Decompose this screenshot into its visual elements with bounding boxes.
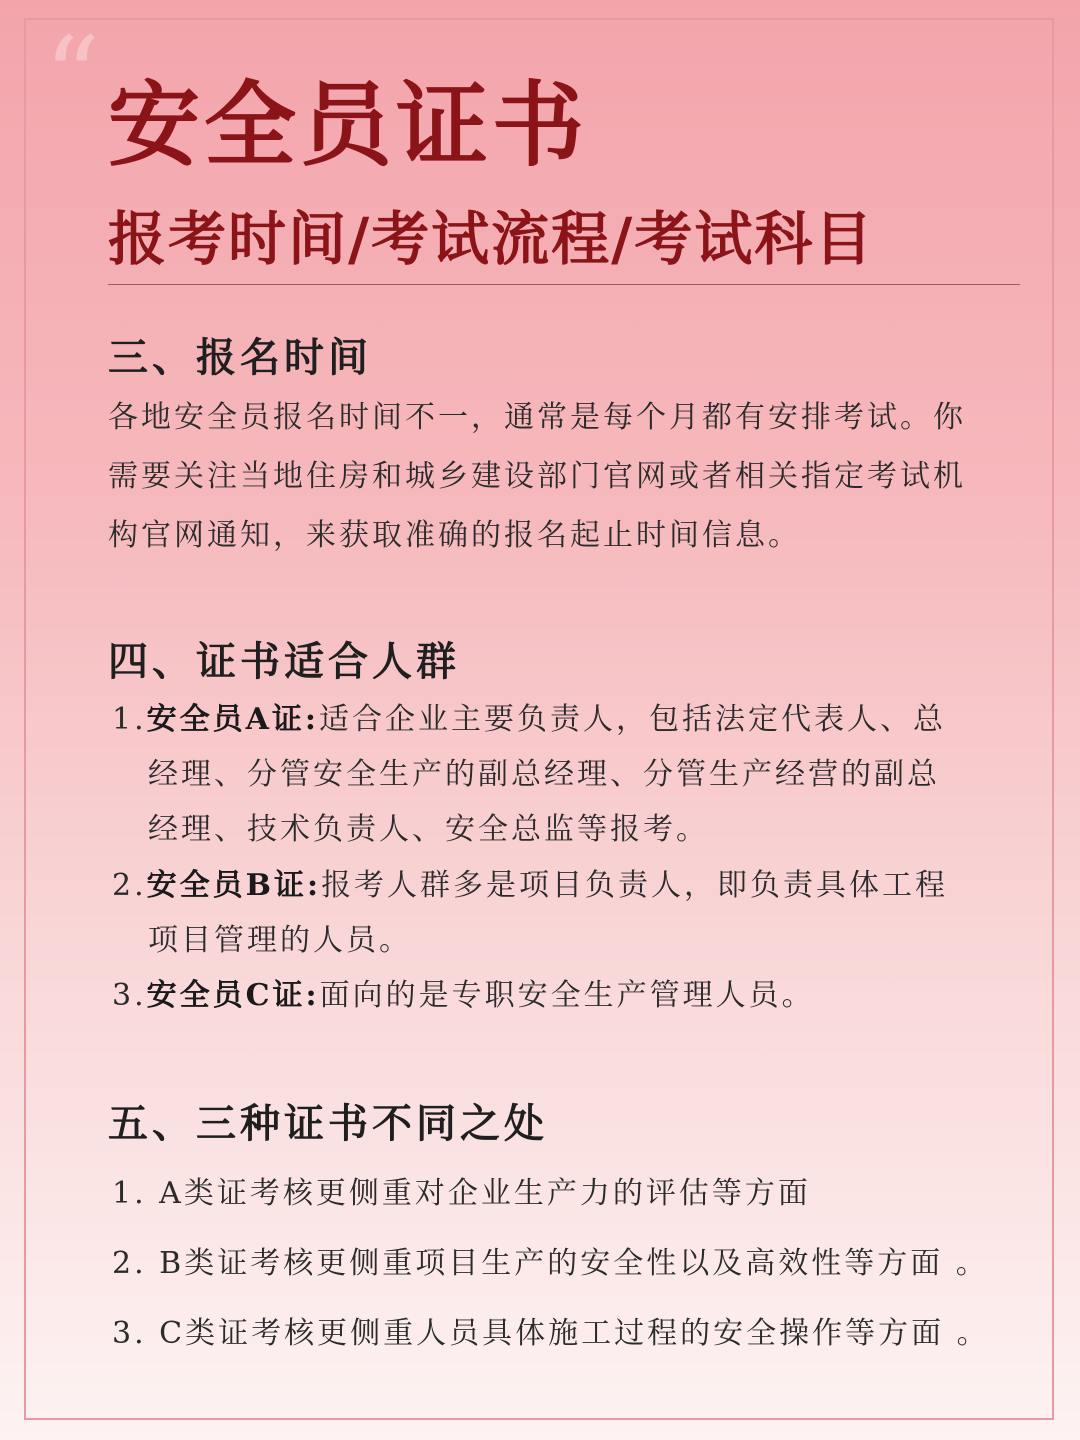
paragraph-line: 需要关注当地住房和城乡建设部门官网或者相关指定考试机: [108, 459, 966, 494]
list-item-text: 面向的是专职安全生产管理人员。: [319, 978, 815, 1013]
list-item-label: 安全员C证:: [146, 978, 320, 1013]
list-item: 1. A类证考核更侧重对企业生产力的评估等方面: [112, 1176, 811, 1211]
list-item: [112, 692, 1012, 857]
title-divider: [108, 284, 1020, 285]
list-item-label: 安全员B证:: [146, 868, 322, 903]
list-item: 3. C类证考核更侧重人员具体施工过程的安全操作等方面 。: [112, 1316, 990, 1351]
list-item-text: 报考人群多是项目负责人，即负责具体工程: [321, 868, 949, 903]
paragraph-line: 构官网通知，来获取准确的报名起止时间信息。: [108, 518, 801, 553]
list-number: 2.: [112, 868, 147, 903]
section-heading-suitable-groups: 四、证书适合人群: [108, 638, 460, 685]
list-item-continuation: 经理、分管安全生产的副总经理、分管生产经营的副总: [148, 757, 940, 792]
page-title: 安全员证书: [108, 72, 589, 179]
list-item: [112, 858, 1012, 968]
page-subtitle: 报考时间/考试流程/考试科目: [108, 205, 875, 273]
registration-time-paragraph: [108, 388, 1018, 565]
list-item-label: 安全员A证:: [146, 702, 319, 737]
list-item: [112, 968, 1012, 1023]
list-item: 2. B类证考核更侧重项目生产的安全性以及高效性等方面 。: [112, 1246, 989, 1281]
list-item-continuation: 项目管理的人员。: [148, 923, 412, 958]
list-number: 3.: [112, 978, 147, 1013]
section-heading-differences: 五、三种证书不同之处: [108, 1100, 548, 1147]
list-number: 1.: [112, 702, 147, 737]
quote-mark-icon: “: [44, 13, 101, 141]
paragraph-line: 各地安全员报名时间不一，通常是每个月都有安排考试。你: [108, 400, 966, 435]
list-item-continuation: 经理、技术负责人、安全总监等报考。: [148, 812, 709, 847]
list-item-text: 适合企业主要负责人，包括法定代表人、总: [318, 702, 946, 737]
section-heading-registration-time: 三、报名时间: [108, 334, 372, 381]
